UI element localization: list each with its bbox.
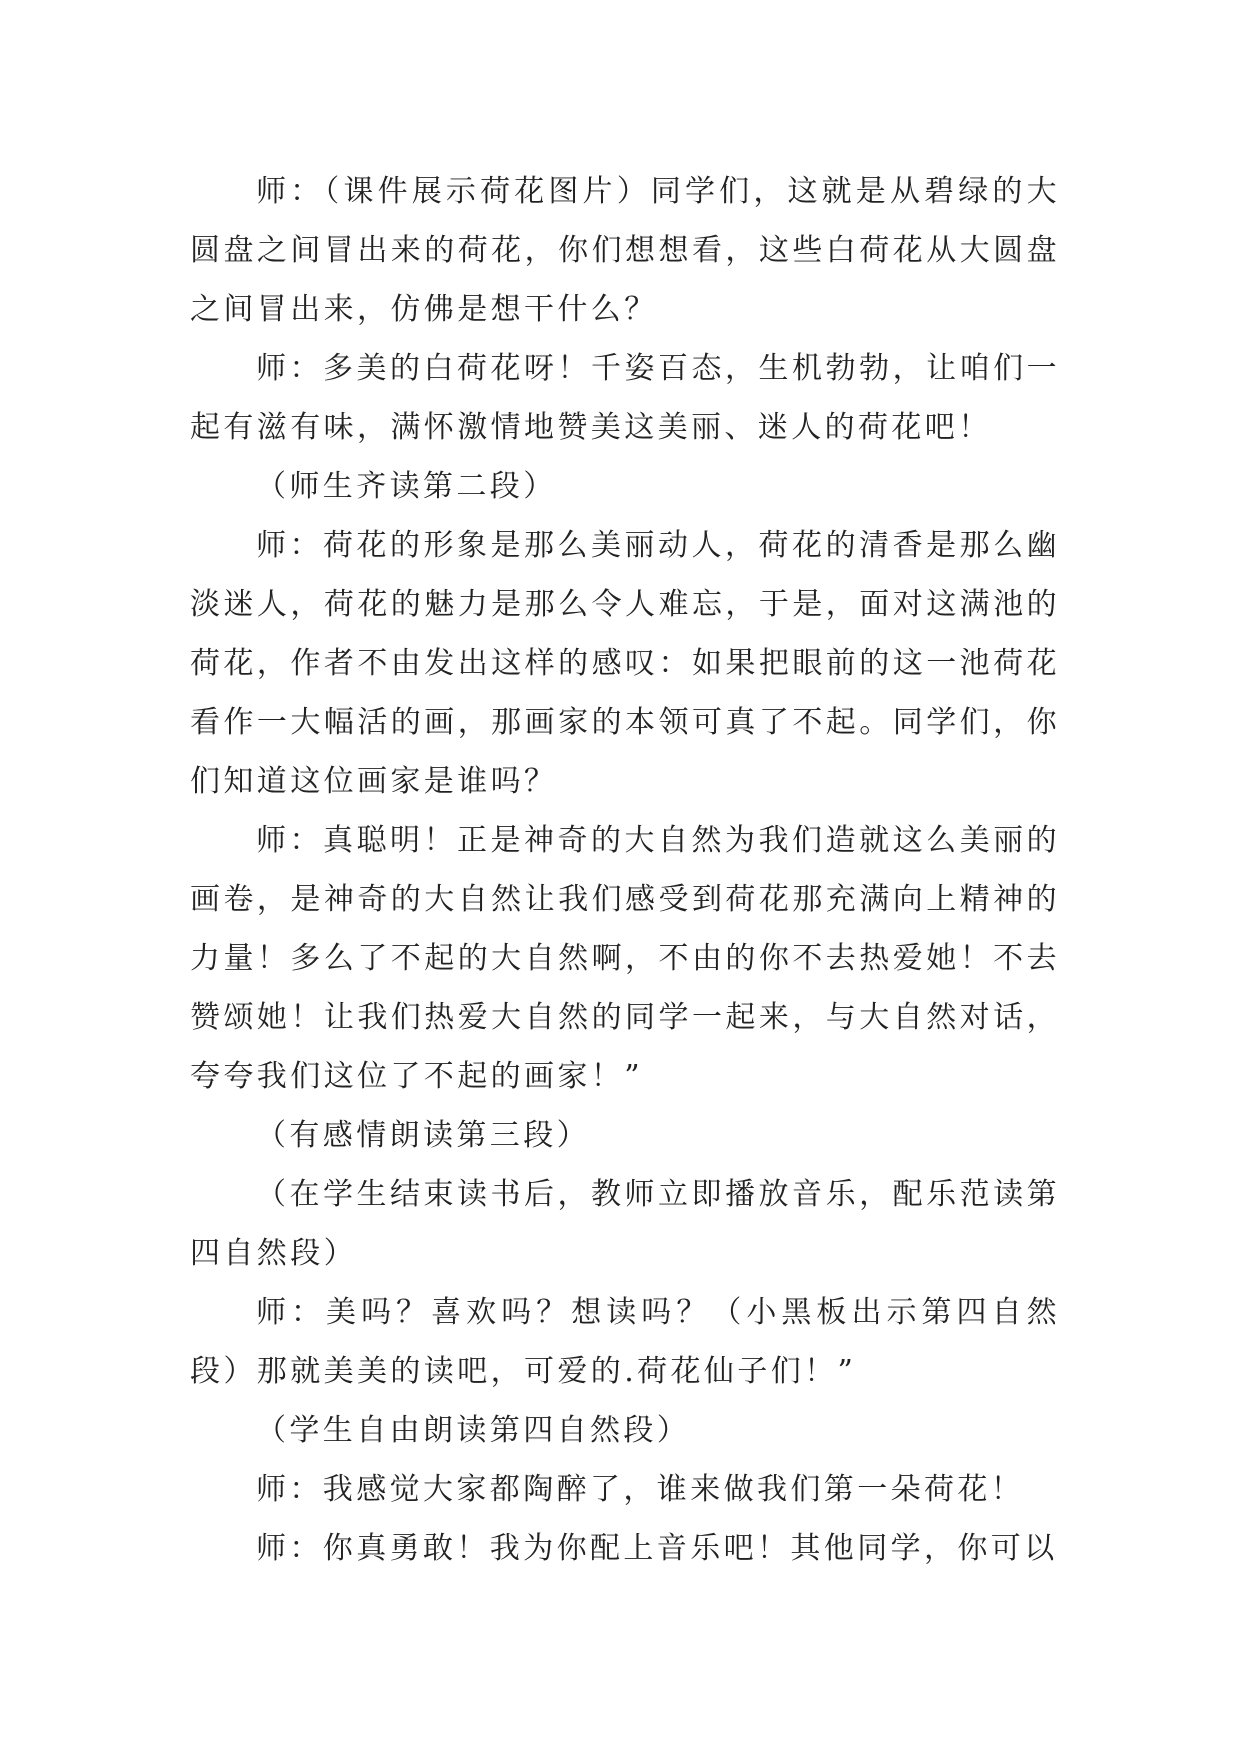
paragraph-3: （师生齐读第二段） bbox=[256, 469, 557, 504]
paragraph-4: 师：荷花的形象是那么美丽动人，荷花的清香是那么幽淡迷人，荷花的魅力是那么令人难忘，于是，面对这满池的荷花，作者不由发出这样的感叹：如果把眼前的这一池荷花看作一大幅活的画，那画家的本领可真了不起。同学们，你们知道这位画家是谁吗？ bbox=[190, 528, 1060, 799]
paragraph-9: （学生自由朗读第四自然段） bbox=[256, 1413, 691, 1448]
paragraph-6: （有感情朗读第三段） bbox=[256, 1118, 590, 1153]
paragraph-11: 师：你真勇敢！我为你配上音乐吧！其他同学，你可以 bbox=[256, 1531, 1058, 1566]
paragraph-8: 师：美吗？喜欢吗？想读吗？（小黑板出示第四自然段）那就美美的读吧，可爱的.荷花仙子们！” bbox=[190, 1295, 1060, 1389]
paragraph-7: （在学生结束读书后，教师立即播放音乐，配乐范读第四自然段） bbox=[190, 1177, 1060, 1271]
paragraph-10: 师：我感觉大家都陶醉了，谁来做我们第一朵荷花！ bbox=[256, 1472, 1025, 1507]
paragraph-1: 师：（课件展示荷花图片）同学们，这就是从碧绿的大圆盘之间冒出来的荷花，你们想想看，这些白荷花从大圆盘之间冒出来，仿佛是想干什么？ bbox=[190, 174, 1060, 327]
document-body bbox=[190, 162, 1060, 1578]
paragraph-5: 师：真聪明！正是神奇的大自然为我们造就这么美丽的画卷，是神奇的大自然让我们感受到荷花那充满向上精神的力量！多么了不起的大自然啊，不由的你不去热爱她！不去赞颂她！让我们热爱大自然的同学一起来，与大自然对话，夸夸我们这位了不起的画家！” bbox=[190, 823, 1060, 1094]
paragraph-2: 师：多美的白荷花呀！千姿百态，生机勃勃，让咱们一起有滋有味，满怀激情地赞美这美丽、迷人的荷花吧！ bbox=[190, 351, 1060, 445]
